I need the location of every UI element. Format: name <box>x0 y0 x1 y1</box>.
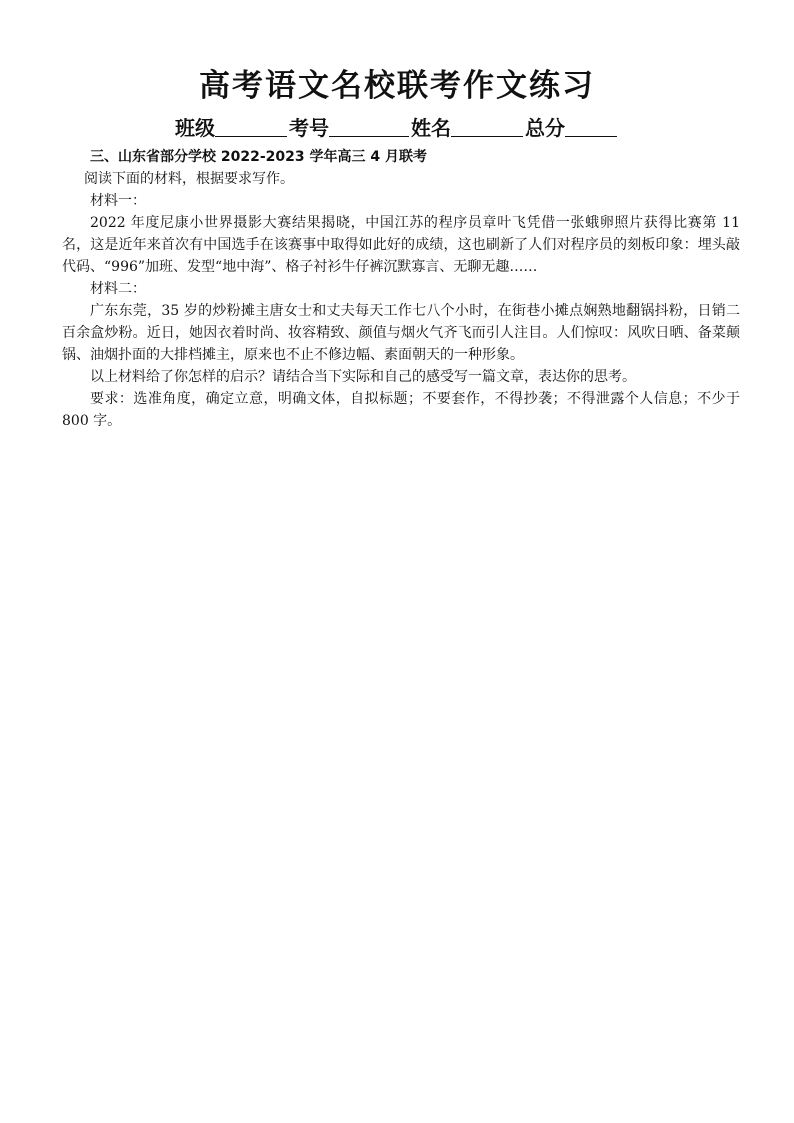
section-heading: 三、山东省部分学校 2022-2023 学年高三 4 月联考 <box>90 149 427 165</box>
total-score-blank[interactable] <box>565 118 617 137</box>
class-label: 班级 <box>175 116 215 140</box>
student-info-line <box>0 112 794 141</box>
class-blank[interactable] <box>215 118 287 137</box>
total-score-label: 总分 <box>525 116 565 140</box>
material2-paragraph: 广东东莞，35 岁的炒粉摊主唐女士和丈夫每天工作七八个小时，在街巷小摊点娴熟地翻锅抖粉，日销二百余盒炒粉。近日，她因衣着时尚、妆容精致、颜值与烟火气齐飞而引人注目。人们惊叹：风吹日晒、备菜颠锅、油烟扑面的大排档摊主，原来也不止不修边幅、素面朝天的一种形象。 <box>62 303 740 363</box>
requirements-paragraph: 要求：选准角度，确定立意，明确文体，自拟标题；不要套作，不得抄袭；不得泄露个人信息；不少于 800 字。 <box>62 391 740 429</box>
material2-label: 材料二： <box>90 281 146 297</box>
exam-number-label: 考号 <box>289 116 329 140</box>
name-label: 姓名 <box>411 116 451 140</box>
page-title: 高考语文名校联考作文练习 <box>199 68 595 104</box>
name-blank[interactable] <box>451 118 523 137</box>
exam-number-blank[interactable] <box>329 118 409 137</box>
prompt-paragraph: 以上材料给了你怎样的启示？请结合当下实际和自己的感受写一篇文章，表达你的思考。 <box>90 369 636 385</box>
essay-prompt-body <box>62 146 740 432</box>
instruction-text: 阅读下面的材料，根据要求写作。 <box>84 171 294 187</box>
material1-label: 材料一： <box>90 193 146 209</box>
material1-paragraph: 2022 年度尼康小世界摄影大赛结果揭晓，中国江苏的程序员章叶飞凭借一张蛾卵照片获得比赛第 11 名，这是近年来首次有中国选手在该赛事中取得如此好的成绩，这也刷新了人们对程序员的刻板印象：埋头敲代码、“996”加班、发型“地中海”、格子衬衫牛仔裤沉默寡言、无聊无趣…… <box>62 215 740 275</box>
